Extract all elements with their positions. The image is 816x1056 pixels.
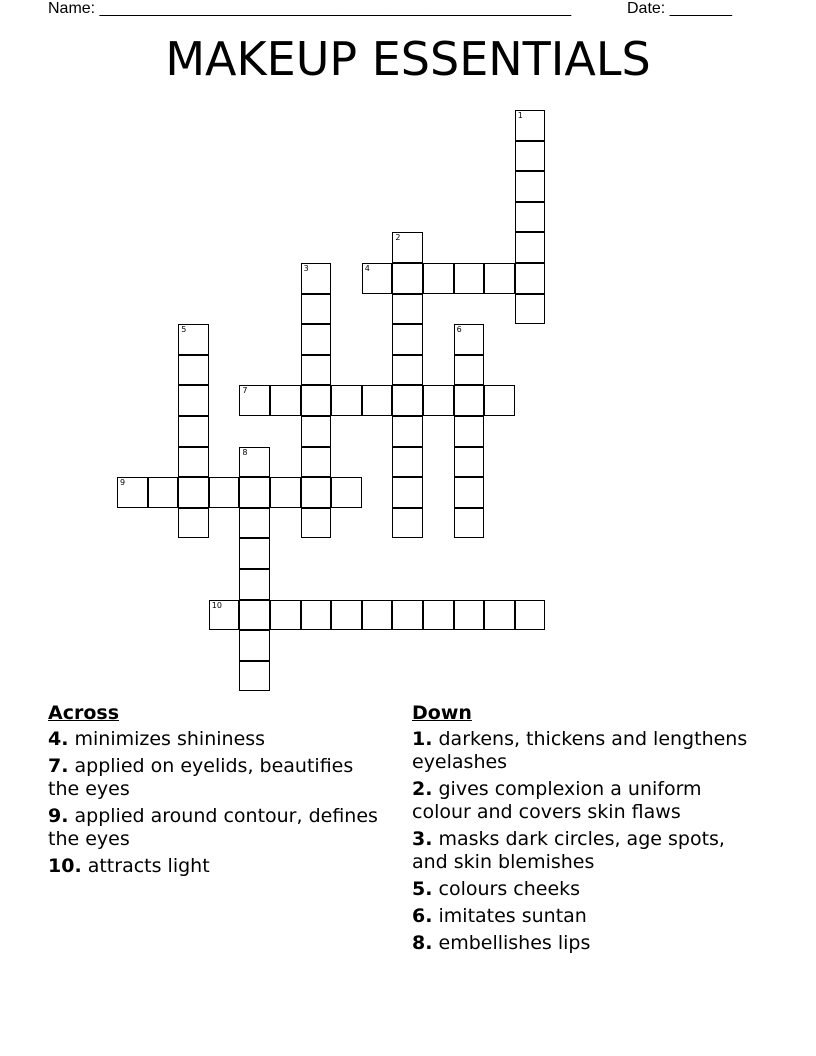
clue-down-2	[412, 778, 752, 824]
grid-cell[interactable]	[270, 600, 301, 631]
clue-number: 10.	[48, 855, 82, 877]
grid-cell[interactable]	[239, 508, 270, 539]
grid-cell[interactable]	[515, 232, 546, 263]
clue-down-3	[412, 828, 752, 874]
grid-cell[interactable]	[392, 477, 423, 508]
grid-cell[interactable]	[301, 416, 332, 447]
clue-across-7	[48, 755, 378, 801]
grid-cell[interactable]	[301, 600, 332, 631]
cell-number: 4	[364, 264, 370, 273]
grid-cell[interactable]	[362, 600, 393, 631]
grid-cell[interactable]	[117, 477, 148, 508]
grid-cell[interactable]	[454, 508, 485, 539]
grid-cell[interactable]	[515, 110, 546, 141]
grid-cell[interactable]	[392, 385, 423, 416]
grid-cell[interactable]	[423, 600, 454, 631]
clue-text: masks dark circles, age spots, and skin blemishes	[412, 828, 725, 873]
clue-number: 6.	[412, 905, 433, 927]
cell-number: 5	[181, 325, 187, 335]
clue-text: applied on eyelids, beautifies the eyes	[48, 755, 354, 800]
grid-cell[interactable]	[331, 600, 362, 631]
grid-cell[interactable]	[239, 569, 270, 600]
grid-cell[interactable]	[331, 385, 362, 416]
grid-cell[interactable]	[454, 477, 485, 508]
clue-number: 9.	[48, 805, 69, 827]
grid-cell[interactable]	[301, 324, 332, 355]
across-heading: Across	[48, 702, 120, 724]
grid-cell[interactable]	[270, 477, 301, 508]
grid-cell[interactable]	[392, 232, 423, 263]
down-heading: Down	[412, 702, 472, 724]
grid-cell[interactable]	[454, 263, 485, 294]
grid-cell[interactable]	[484, 263, 515, 294]
grid-cell[interactable]	[423, 385, 454, 416]
grid-cell[interactable]	[301, 477, 332, 508]
cell-number: 8	[242, 447, 248, 457]
cell-number: 9	[120, 478, 126, 488]
cell-number: 2	[395, 233, 401, 243]
clue-down-5	[412, 878, 752, 901]
grid-cell[interactable]	[239, 600, 270, 631]
grid-cell[interactable]	[423, 263, 454, 294]
grid-cell[interactable]	[515, 171, 546, 202]
clue-text: imitates suntan	[438, 905, 587, 927]
grid-cell[interactable]	[239, 661, 270, 692]
grid-cell[interactable]	[515, 202, 546, 233]
grid-cell[interactable]	[178, 385, 209, 416]
grid-cell[interactable]	[239, 385, 270, 416]
grid-cell[interactable]	[392, 600, 423, 631]
grid-cell[interactable]	[454, 324, 485, 355]
grid-cell[interactable]	[454, 600, 485, 631]
clue-number: 4.	[48, 728, 69, 750]
cell-number: 10	[211, 600, 222, 610]
grid-cell[interactable]	[239, 477, 270, 508]
grid-cell[interactable]	[484, 385, 515, 416]
clue-number: 1.	[412, 728, 433, 750]
grid-cell[interactable]	[178, 416, 209, 447]
cell-number: 7	[242, 386, 248, 396]
grid-cell[interactable]	[301, 355, 332, 386]
grid-cell[interactable]	[270, 385, 301, 416]
grid-cell[interactable]	[178, 355, 209, 386]
grid-cell[interactable]	[209, 477, 240, 508]
across-clues	[48, 702, 378, 882]
grid-cell[interactable]	[331, 477, 362, 508]
grid-cell[interactable]	[515, 294, 546, 325]
clue-text: applied around contour, defines the eyes	[48, 805, 378, 850]
clue-text: attracts light	[87, 855, 210, 877]
clue-across-4	[48, 728, 378, 751]
clue-text: darkens, thickens and lengthens eyelashes	[412, 728, 748, 773]
grid-cell[interactable]	[178, 447, 209, 478]
grid-cell[interactable]	[209, 600, 240, 631]
grid-cell[interactable]	[301, 294, 332, 325]
grid-cell[interactable]	[392, 324, 423, 355]
grid-cell[interactable]	[239, 538, 270, 569]
name-field-label: Name: _____________________________________________________	[48, 0, 572, 17]
grid-cell[interactable]	[484, 600, 515, 631]
grid-cell[interactable]	[362, 385, 393, 416]
grid-cell[interactable]	[148, 477, 179, 508]
grid-cell[interactable]	[454, 416, 485, 447]
grid-cell[interactable]	[454, 447, 485, 478]
grid-cell[interactable]	[301, 508, 332, 539]
clue-down-1	[412, 728, 752, 774]
clue-number: 2.	[412, 778, 433, 800]
grid-cell[interactable]	[392, 355, 423, 386]
puzzle-title: MAKEUP ESSENTIALS	[165, 32, 651, 86]
clue-down-8	[412, 932, 752, 955]
clue-text: gives complexion a uniform colour and covers skin flaws	[412, 778, 702, 823]
clue-across-10	[48, 855, 378, 878]
clue-text: minimizes shininess	[74, 728, 266, 750]
grid-cell[interactable]	[301, 447, 332, 478]
clue-number: 8.	[412, 932, 433, 954]
clue-number: 3.	[412, 828, 433, 850]
grid-cell[interactable]	[178, 477, 209, 508]
grid-cell[interactable]	[392, 416, 423, 447]
grid-cell[interactable]	[454, 355, 485, 386]
clue-number: 7.	[48, 755, 69, 777]
clue-down-6	[412, 905, 752, 928]
clue-number: 5.	[412, 878, 433, 900]
cell-number: 6	[456, 325, 462, 335]
grid-cell[interactable]	[301, 263, 332, 294]
grid-cell[interactable]	[392, 263, 423, 294]
clue-text: embellishes lips	[438, 932, 591, 954]
grid-cell[interactable]	[392, 294, 423, 325]
down-clues	[412, 702, 752, 959]
grid-cell[interactable]	[515, 263, 546, 294]
grid-cell[interactable]	[239, 630, 270, 661]
grid-cell[interactable]	[178, 508, 209, 539]
clue-text: colours cheeks	[438, 878, 581, 900]
grid-cell[interactable]	[515, 600, 546, 631]
grid-cell[interactable]	[392, 447, 423, 478]
grid-cell[interactable]	[454, 385, 485, 416]
date-field-label: Date: _______	[627, 0, 732, 17]
grid-cell[interactable]	[392, 508, 423, 539]
grid-cell[interactable]	[362, 263, 393, 294]
grid-cell[interactable]	[301, 385, 332, 416]
grid-cell[interactable]	[178, 324, 209, 355]
cell-number: 1	[517, 111, 523, 120]
grid-cell[interactable]	[515, 141, 546, 172]
clue-across-9	[48, 805, 378, 851]
cell-number: 3	[303, 264, 309, 273]
grid-cell[interactable]	[239, 447, 270, 478]
